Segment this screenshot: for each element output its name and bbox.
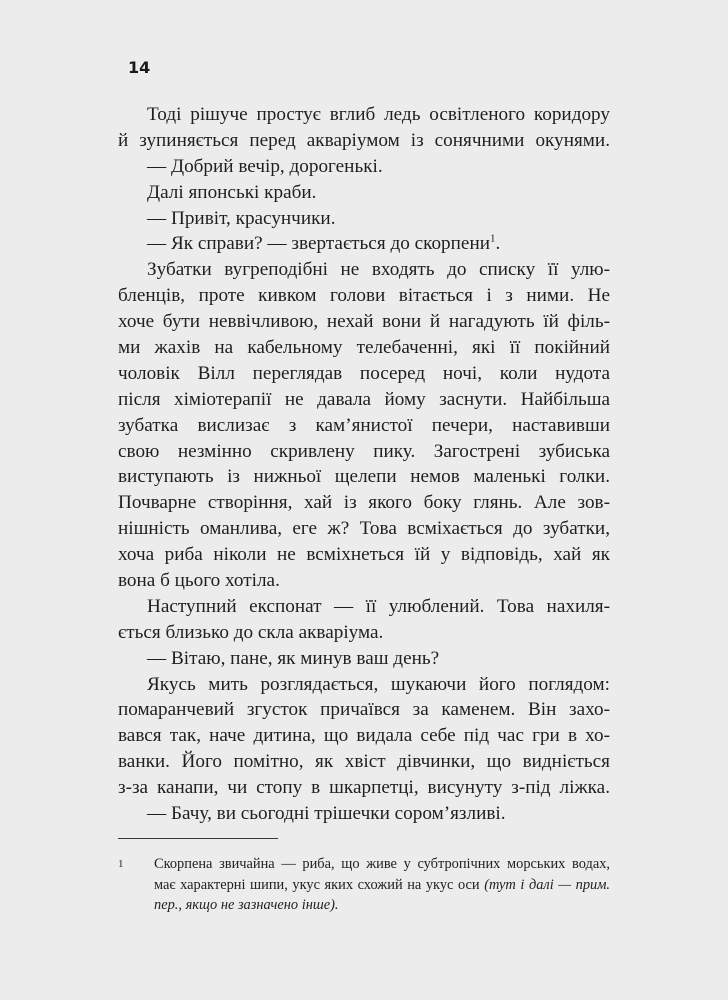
footnote-italic: пер., якщо не зазначено інше). <box>154 897 339 913</box>
text-line: — Вітаю, пане, як минув ваш день? <box>147 647 440 669</box>
footnote-text: має характерні шипи, укус яких схожий на укус оси <box>154 876 485 893</box>
text-line: вався так, наче дитина, що видала себе під час гри в хо- <box>118 725 610 747</box>
text-line: Якусь мить розглядається, шукаючи його поглядом: <box>147 673 610 695</box>
text-line: хоче бути неввічливою, нехай вони й нагадують їй філь- <box>118 311 610 333</box>
text-line: після хіміотерапії не давала йому заснути. Найбільша <box>118 388 610 410</box>
text-line: свою незмінно скривлену пику. Загострені зубиська <box>118 440 610 462</box>
footnote <box>118 854 610 916</box>
text-line: помаранчевий згусток причаївся за каменем. Він захо- <box>118 699 610 721</box>
text-line: Зубатки вугреподібні не входять до списку її улю- <box>147 259 610 281</box>
footnote-line <box>154 875 610 896</box>
footnote-italic: (тут і далі — прим. <box>484 876 611 893</box>
text-line: Далі японські краби. <box>147 181 317 203</box>
text-line: з-за канапи, чи стопу в шкарпетці, висунуту з-під ліжка. <box>118 777 610 799</box>
text-line: ми жахів на кабельному телебаченні, які її покійний <box>118 337 610 359</box>
text-line: зубатка вислизає з кам’янистої печери, наставивши <box>118 414 610 436</box>
text-line: Почварне створіння, хай із якого боку глянь. Але зов- <box>118 492 610 514</box>
footnote-line: Скорпена звичайна — риба, що живе у субтропічних морських водах, <box>154 856 610 872</box>
footnote-mark: 1 <box>118 858 124 870</box>
text-line: й зупиняється перед акваріумом із сонячними окунями. <box>118 129 610 151</box>
page-number: 14 <box>128 58 151 77</box>
text-line: — Привіт, красунчики. <box>147 207 336 229</box>
text-line-with-note: — Як справи? — звертається до скорпени$^1$. <box>147 233 501 255</box>
footnote-divider <box>118 838 278 839</box>
text-line: — Як справи? — звертається до скорпени <box>147 233 490 255</box>
text-line: ванки. Його помітно, як хвіст дівчинки, що видніється <box>118 751 610 773</box>
text-line: Наступний експонат — її улюблений. Това нахиля- <box>147 595 610 617</box>
text-line: хоча риба ніколи не всміхнеться їй у відповідь, хай як <box>118 544 610 566</box>
text-line: чоловік Вілл переглядав посеред ночі, коли нудота <box>118 362 610 384</box>
text-line: бленців, проте кивком голови вітається і з ними. Не <box>118 285 610 307</box>
footnote-reference: 1 <box>489 233 496 246</box>
text-line: ється близько до скла акваріума. <box>118 621 384 643</box>
text-line: Тоді рішуче простує вглиб ледь освітленого коридору <box>147 104 610 125</box>
text-line: вона б цього хотіла. <box>118 570 280 592</box>
footnote-body <box>154 854 610 916</box>
text-line: — Бачу, ви сьогодні трішечки сором’язливі. <box>147 803 506 825</box>
text-line: виступають із нижньої щелепи немов маленькі голки. <box>118 466 610 488</box>
body-text <box>118 102 610 827</box>
text-line: — Добрий вечір, дорогенькі. <box>147 155 383 177</box>
text-line: нішність оманлива, еге ж? Това всміхається до зубатки, <box>118 518 610 540</box>
footnote-line <box>154 895 610 916</box>
